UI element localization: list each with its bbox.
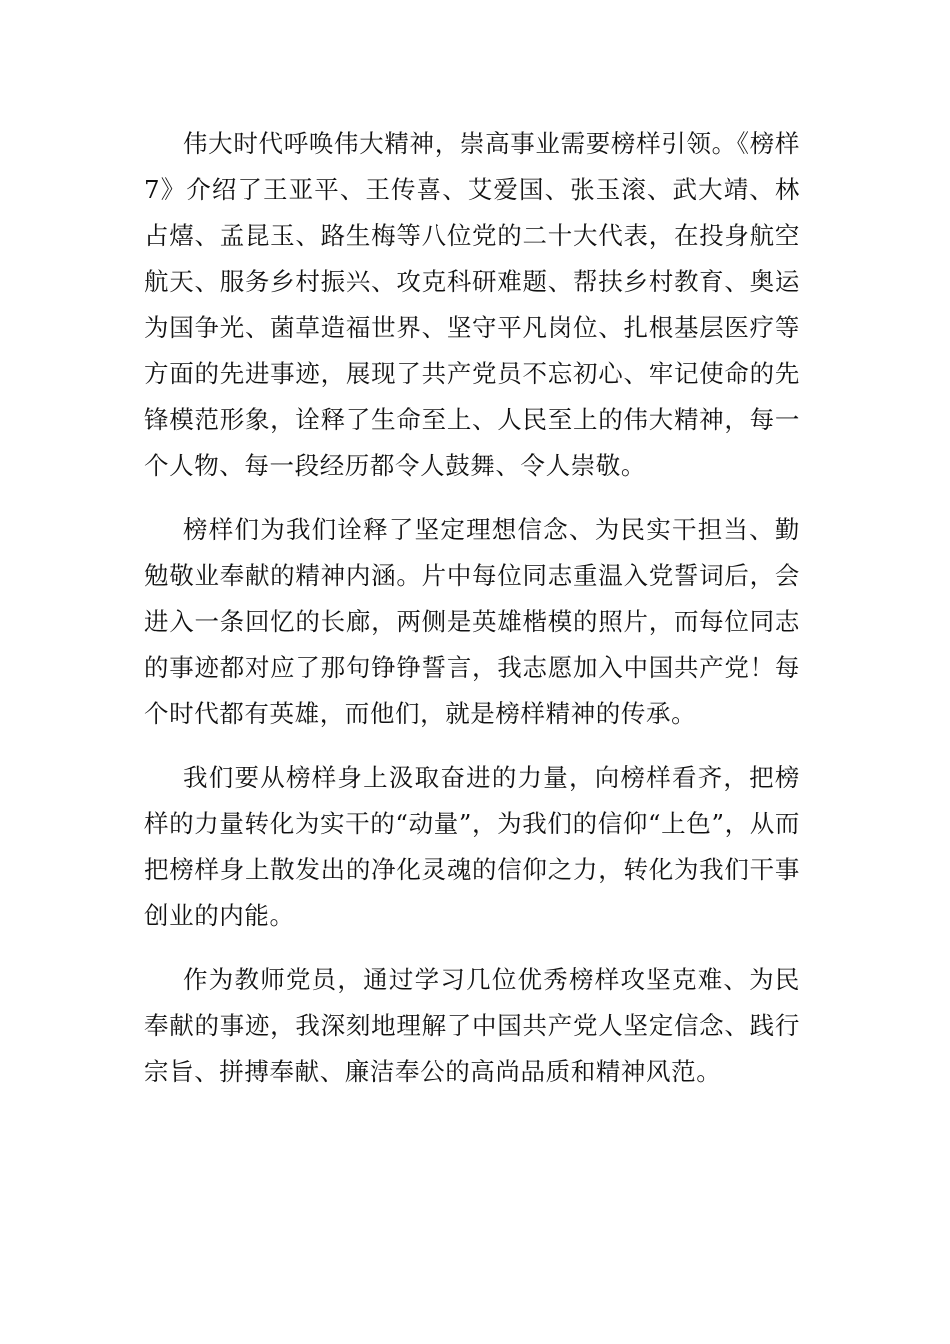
- paragraph-1: 伟大时代呼唤伟大精神，崇高事业需要榜样引领。《榜样7》介绍了王亚平、王传喜、艾爱国、张玉滚、武大靖、林占熺、孟昆玉、路生梅等八位党的二十大代表，在投身航空航天、服务乡村振兴、攻克科研难题、帮扶乡村教育、奥运为国争光、菌草造福世界、坚守平凡岗位、扎根基层医疗等方面的先进事迹，展现了共产党员不忘初心、牢记使命的先锋模范形象，诠释了生命至上、人民至上的伟大精神，每一个人物、每一段经历都令人鼓舞、令人崇敬。: [144, 129, 800, 480]
- paragraph-2: 榜样们为我们诠释了坚定理想信念、为民实干担当、勤勉敬业奉献的精神内涵。片中每位同志重温入党誓词后，会进入一条回忆的长廊，两侧是英雄楷模的照片，而每位同志的事迹都对应了那句铮铮誓言，我志愿加入中国共产党！每个时代都有英雄，而他们，就是榜样精神的传承。: [144, 515, 800, 728]
- paragraph-3: 我们要从榜样身上汲取奋进的力量，向榜样看齐，把榜样的力量转化为实干的“动量”，为我们的信仰“上色”，从而把榜样身上散发出的净化灵魂的信仰之力，转化为我们干事创业的内能。: [144, 763, 800, 930]
- document-body: [144, 121, 800, 1095]
- paragraph-4: 作为教师党员，通过学习几位优秀榜样攻坚克难、为民奉献的事迹，我深刻地理解了中国共产党人坚定信念、践行宗旨、拼搏奉献、廉洁奉公的高尚品质和精神风范。: [144, 965, 800, 1086]
